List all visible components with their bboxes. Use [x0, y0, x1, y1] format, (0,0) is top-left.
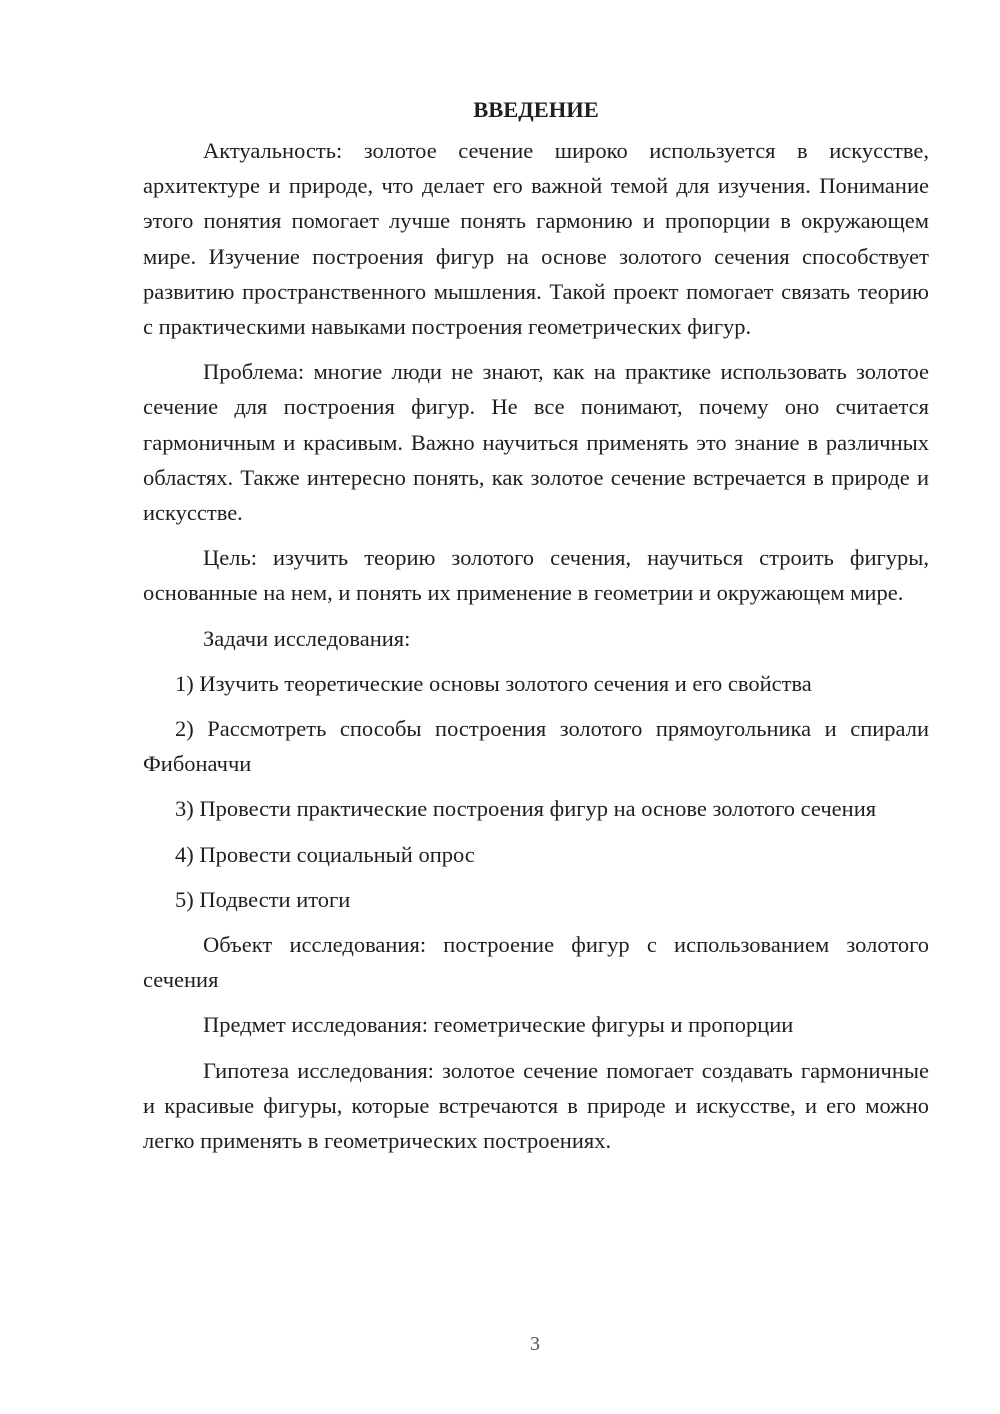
task-item-1: 1) Изучить теоретические основы золотого сечения и его свойства: [175, 670, 812, 696]
paragraph-goal: Цель: изучить теорию золотого сечения, научиться строить фигуры, основанные на нем, и понять их применение в геометрии и окружающем мире.: [143, 545, 929, 606]
paragraph-problem: Проблема: многие люди не знают, как на практике использовать золотое сечение для построения фигур. Не все понимают, почему оно считается гармоничным и красивым. Важно научиться применять это знание в различных областях. Также интересно понять, как золотое сечение встречается в природе и искусстве.: [143, 359, 929, 526]
task-item-3: 3) Провести практические построения фигур на основе золотого сечения: [175, 796, 877, 822]
document-page: [143, 92, 929, 1168]
paragraph-relevance: Актуальность: золотое сечение широко используется в искусстве, архитектуре и природе, что делает его важной темой для изучения. Понимание этого понятия помогает лучше понять гармонию и пропорции в окружающем мире. Изучение построения фигур на основе золотого сечения способствует развитию пространственного мышления. Такой проект помогает связать теорию с практическими навыками построения геометрических фигур.: [143, 138, 929, 340]
page-number: 3: [530, 1333, 540, 1355]
tasks-title: Задачи исследования:: [203, 625, 411, 651]
paragraph-hypothesis: Гипотеза исследования: золотое сечение помогает создавать гармоничные и красивые фигуры, которые встречаются в природе и искусстве, и его можно легко применять в геометрических построениях.: [143, 1057, 929, 1154]
paragraph-subject: Предмет исследования: геометрические фигуры и пропорции: [203, 1012, 794, 1038]
paragraph-object: Объект исследования: построение фигур с использованием золотого сечения: [143, 932, 929, 993]
task-item-5: 5) Подвести итоги: [175, 886, 351, 912]
task-item-2: 2) Рассмотреть способы построения золотого прямоугольника и спирали Фибоначчи: [143, 716, 929, 777]
task-item-4: 4) Провести социальный опрос: [175, 841, 475, 867]
section-heading: ВВЕДЕНИЕ: [473, 97, 599, 122]
